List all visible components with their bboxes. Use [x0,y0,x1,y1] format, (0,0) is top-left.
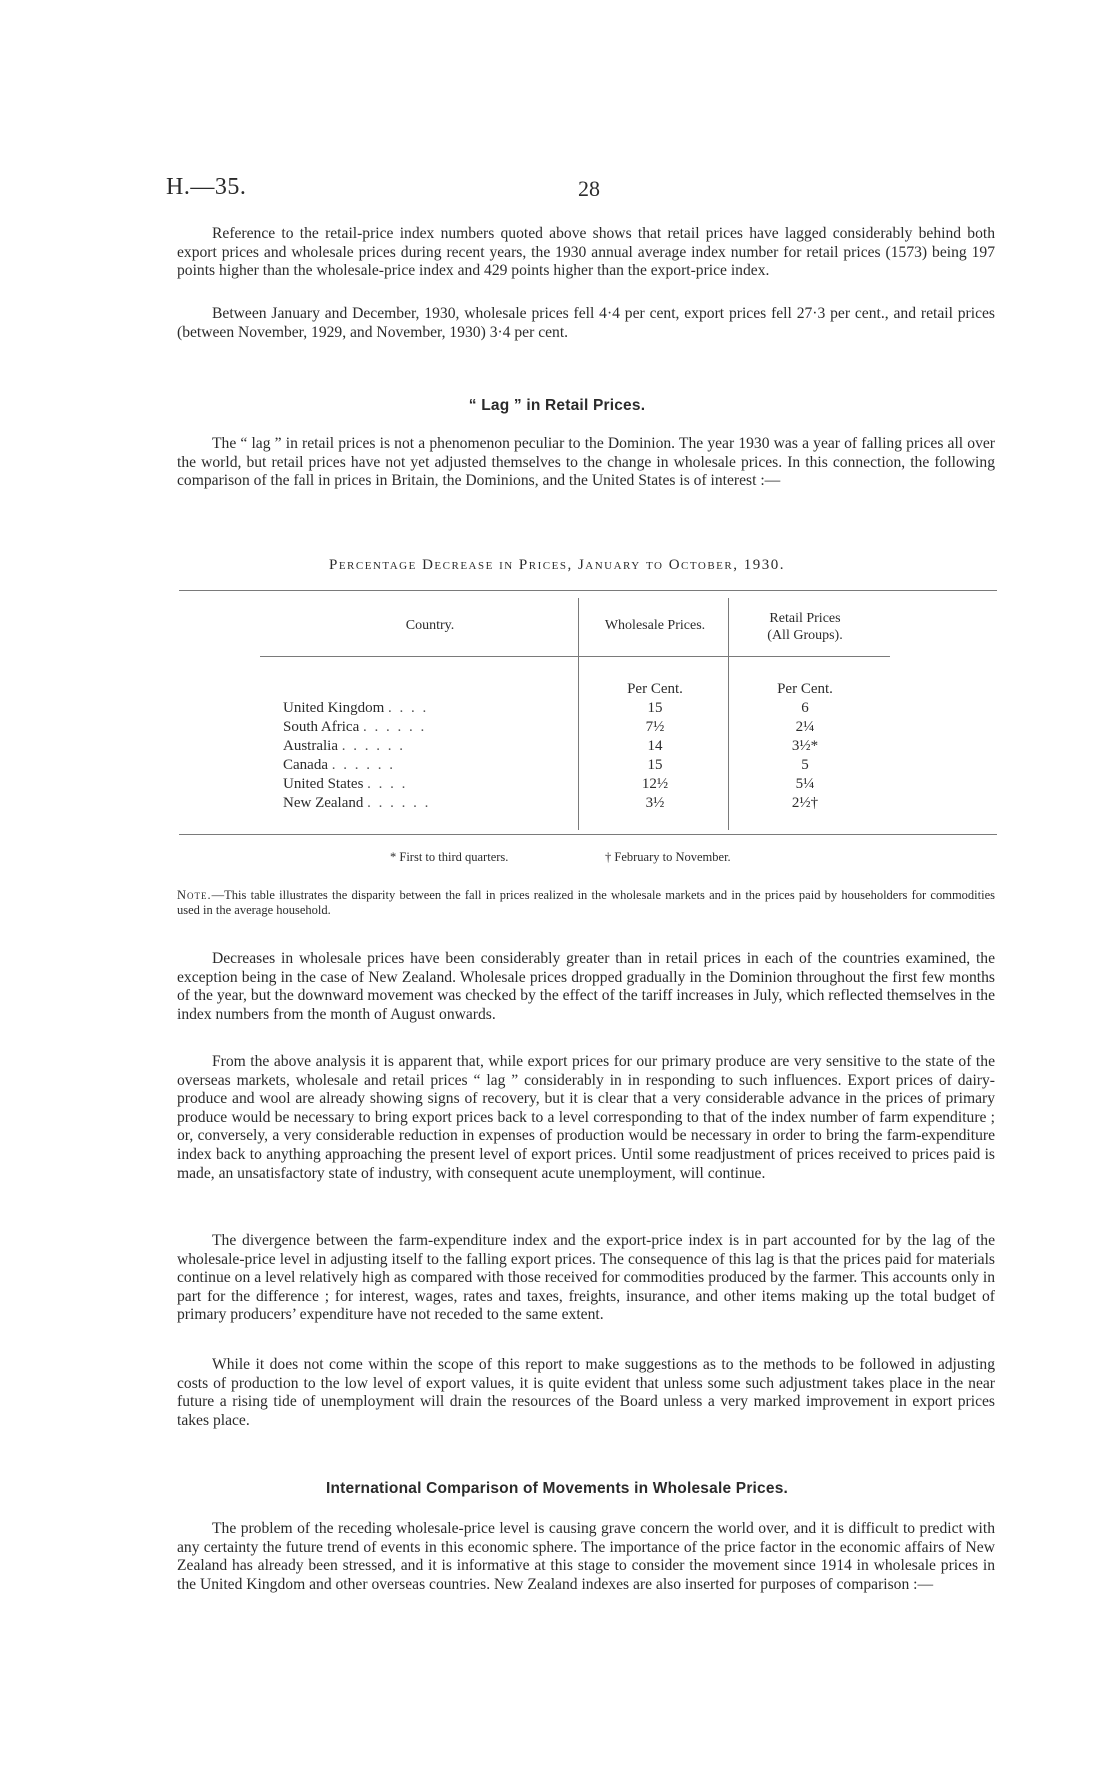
leader-dots: . . . . . . [331,757,395,773]
table-row [283,699,583,718]
retail-value: 6 [801,700,809,716]
unit-retail: Per Cent. [777,681,833,697]
table-header-rule [260,656,890,657]
wholesale-value: 15 [647,757,663,773]
note-label: Note. [177,888,212,902]
section-heading-international: International Comparison of Movements in Wholesale Prices. [325,1480,789,1497]
country-name: Canada [283,757,328,773]
paragraph-international: The problem of the receding wholesale-price level is causing grave concern the world over, and it is difficult to predict with any certainty the future trend of events in this economic sphere. The importance of the price factor in the economic affairs of New Zealand has already been stressed, and it is informative at this stage to consider the movement since 1914 in wholesale prices in the United Kingdom and other overseas countries. New Zealand indexes are also inserted for purposes of comparison :— [177,1520,995,1593]
report-reference: H.—35. [166,174,247,200]
column-header-retail-line1: Retail Prices [769,611,841,626]
table-top-rule [179,590,997,591]
wholesale-value: 3½ [645,795,665,811]
table-divider-2 [728,598,729,830]
paragraph-retail-lag-reference: Reference to the retail-price index numbers quoted above shows that retail prices have lagged considerably behind both export prices and wholesale prices during recent years, the 1930 annual average index number for retail prices (1573) being 197 points higher than the wholesale-price index and 429 points higher than the export-price index. [177,225,995,280]
retail-value: 2¼ [795,719,815,735]
wholesale-value: 12½ [641,776,669,792]
table-row [283,775,583,794]
leader-dots: . . . . . . [367,795,431,811]
footnote-asterisk: * First to third quarters. [390,850,509,864]
retail-value: 5 [801,757,809,773]
country-name: South Africa [283,719,360,735]
wholesale-value: 15 [647,700,663,716]
footnote-dagger: † February to November. [605,850,731,864]
page-header [166,174,996,204]
wholesale-value: 14 [647,738,663,754]
column-header-country: Country. [405,618,455,633]
column-header-wholesale: Wholesale Prices. [604,618,706,633]
leader-dots: . . . . . . [363,719,427,735]
paragraph-decreases: Decreases in wholesale prices have been considerably greater than in retail prices in each of the countries examined, the exception being in the case of New Zealand. Wholesale prices dropped gradually in the Dominion throughout the first few months of the year, but the downward movement was checked by the effect of the tariff increases in July, which reflected themselves in the index numbers from the month of August onwards. [177,950,995,1023]
country-name: New Zealand [283,795,364,811]
country-name: Australia [283,738,338,754]
page-number: 28 [578,176,600,201]
table-title: Percentage Decrease in Prices, January to October, 1930. [329,557,785,573]
table-row [283,794,583,813]
paragraph-scope: While it does not come within the scope of this report to make suggestions as to the methods to be followed in adjusting costs of production to the low level of export values, it is quite evident that unless some such adjustment takes place in the near future a rising tide of unemployment will drain the resources of the Board unless a very marked improvement in export prices takes place. [177,1356,995,1429]
table-bottom-rule [179,834,997,835]
country-name: United States [283,776,364,792]
column-header-retail-line2: (All Groups). [767,628,843,643]
leader-dots: . . . . [367,776,408,792]
retail-value: 3½* [791,738,819,754]
wholesale-value: 7½ [645,719,665,735]
paragraph-analysis: From the above analysis it is apparent that, while export prices for our primary produce are very sensitive to the state of the overseas markets, wholesale and retail prices “ lag ” considerably in in responding to such influences. Export prices of dairy-produce and wool are already showing signs of recovery, but it is clear that a very considerable advance in the prices of primary produce would be necessary to bring export prices back to a level corresponding to that of the index number of farm expenditure ; or, conversely, a very considerable reduction in expenses of production would be necessary in order to bring the farm-expenditure index back to anything approaching the present level of export prices. Until some readjustment of prices received to prices paid is made, an unsatisfactory state of industry, with consequent acute unemployment, will continue. [177,1053,995,1182]
table-note [177,888,995,918]
retail-value: 5¼ [795,776,815,792]
table-row [283,718,583,737]
paragraph-price-falls-1930: Between January and December, 1930, wholesale prices fell 4·4 per cent, export prices fell 27·3 per cent., and retail prices (between November, 1929, and November, 1930) 3·4 per cent. [177,305,995,341]
table-row [283,756,583,775]
country-name: United Kingdom [283,700,385,716]
column-header-retail [735,610,875,644]
paragraph-lag-intro: The “ lag ” in retail prices is not a phenomenon peculiar to the Dominion. The year 1930 was a year of falling prices all over the world, but retail prices have not yet adjusted themselves to the change in wholesale prices. In this connection, the following comparison of the fall in prices in Britain, the Dominions, and the United States is of interest :— [177,435,995,490]
leader-dots: . . . . . . [341,738,405,754]
table-row [283,737,583,756]
leader-dots: . . . . [388,700,429,716]
note-text: —This table illustrates the disparity between the fall in prices realized in the wholesale markets and in the prices paid by householders for commodities used in the average household. [177,888,995,917]
section-heading-lag: “ Lag ” in Retail Prices. [468,397,646,414]
paragraph-divergence: The divergence between the farm-expenditure index and the export-price index is in part accounted for by the lag of the wholesale-price level in adjusting itself to the falling export prices. The consequence of this lag is that the prices paid for materials continue on a level relatively high as compared with those received for commodities produced by the farmer. This accounts only in part for the difference ; for interest, wages, rates and taxes, freights, insurance, and other items making up the total budget of primary producers’ expenditure have not receded to the same extent. [177,1232,995,1324]
retail-value: 2½† [791,795,819,811]
unit-wholesale: Per Cent. [627,681,683,697]
